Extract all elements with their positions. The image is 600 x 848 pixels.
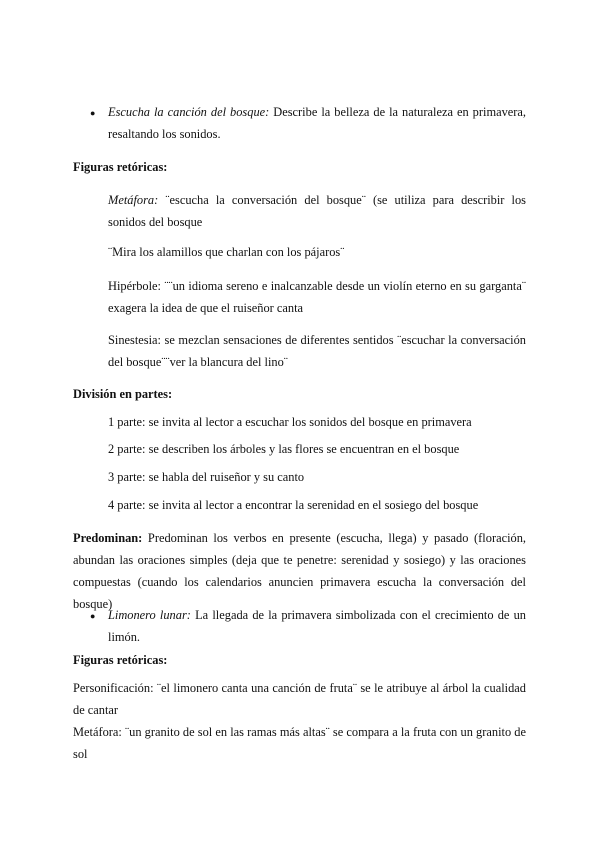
section-heading-division: División en partes:	[73, 387, 173, 401]
item-limonero-title: Limonero lunar:	[108, 608, 191, 622]
metafora-text: ¨escucha la conversación del bosque¨ (se utiliza para describir los sonidos del bosque	[108, 193, 526, 229]
bullet-1: ●	[90, 108, 96, 118]
section-heading-figuras-2: Figuras retóricas:	[73, 653, 168, 667]
item-limonero	[108, 604, 526, 648]
item-limonero-text: La llegada de la primavera simbolizada con el crecimiento de un limón.	[108, 608, 526, 644]
part-3: 3 parte: se habla del ruiseñor y su canto	[108, 470, 305, 484]
quote-alamillos: ¨Mira los alamillos que charlan con los pájaros¨	[108, 245, 345, 259]
part-1: 1 parte: se invita al lector a escuchar los sonidos del bosque en primavera	[108, 415, 472, 429]
metafora-2: Metáfora: ¨un granito de sol en las ramas más altas¨ se compara a la fruta con un granito de sol	[73, 725, 526, 761]
item-escucha-title: Escucha la canción del bosque:	[108, 105, 270, 119]
personificacion: Personificación: ¨el limonero canta una canción de fruta¨ se le atribuye al árbol la cualidad de cantar	[73, 681, 526, 717]
predominan-text: Predominan los verbos en presente (escucha, llega) y pasado (floración, abundan las oraciones simples (deja que te penetre: serenidad y sosiego) y las oraciones compuestas (cuando los calendarios anuncien primavera escucha la conversación del bosque)	[73, 531, 526, 611]
metafora-label: Metáfora:	[108, 193, 159, 207]
section-heading-figuras-1: Figuras retóricas:	[73, 160, 168, 174]
bullet-2: ●	[90, 611, 96, 621]
predominan-paragraph	[73, 527, 526, 615]
sinestesia: Sinestesia: se mezclan sensaciones de diferentes sentidos ¨escuchar la conversación del bosque¨¨ver la blancura del lino¨	[108, 333, 526, 369]
part-2: 2 parte: se describen los árboles y las flores se encuentran en el bosque	[108, 442, 460, 456]
item-escucha	[108, 101, 526, 145]
predominan-label: Predominan:	[73, 531, 143, 545]
part-4: 4 parte: se invita al lector a encontrar la serenidad en el sosiego del bosque	[108, 498, 479, 512]
metafora-1	[108, 189, 526, 233]
item-escucha-text: Describe la belleza de la naturaleza en primavera, resaltando los sonidos.	[108, 105, 526, 141]
hiperbole: Hipérbole: ¨¨un idioma sereno e inalcanzable desde un violín eterno en su garganta¨ exagera la idea de que el ruiseñor canta	[108, 279, 526, 315]
